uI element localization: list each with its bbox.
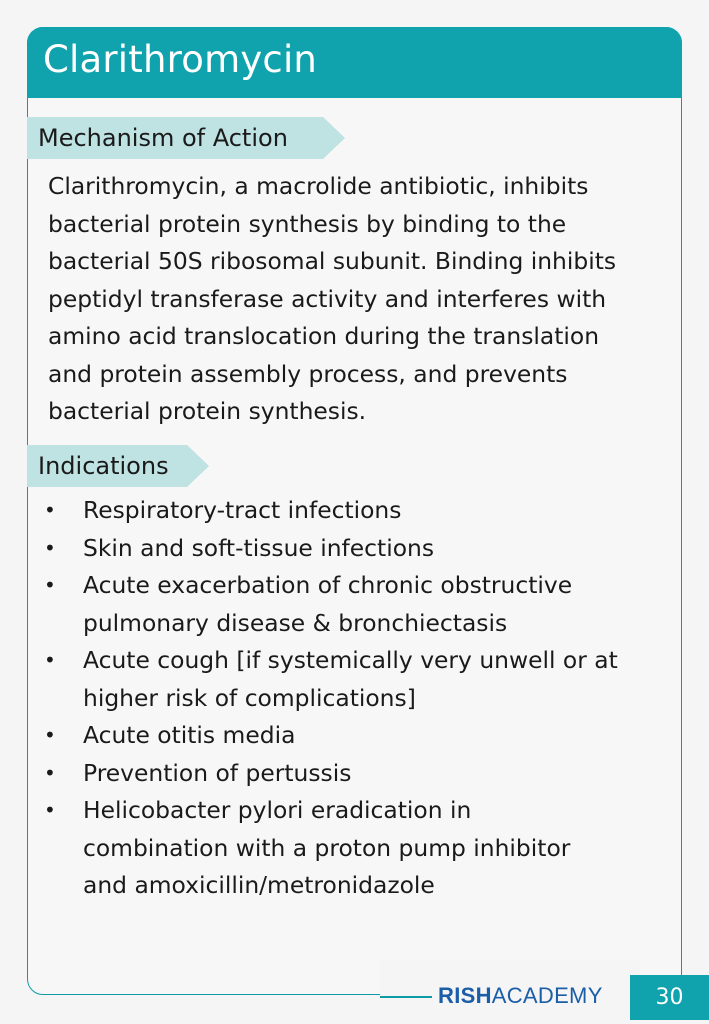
indications-heading: Indications bbox=[38, 452, 169, 480]
mechanism-line: bacterial protein synthesis. bbox=[48, 397, 367, 425]
list-item-text: Respiratory-tract infections bbox=[83, 496, 402, 524]
brand-light: ACADEMY bbox=[491, 983, 603, 1008]
list-item-text: Skin and soft-tissue infections bbox=[83, 533, 435, 562]
bullet-icon: • bbox=[44, 648, 56, 672]
bullet-icon: • bbox=[44, 498, 56, 522]
list-item bbox=[40, 642, 670, 717]
bullet-icon: • bbox=[44, 535, 56, 560]
bullet-icon: • bbox=[44, 760, 56, 785]
bullet-icon: • bbox=[44, 573, 56, 597]
page-number-box bbox=[630, 975, 709, 1020]
mechanism-line: amino acid translocation during the translation bbox=[48, 322, 600, 350]
list-item bbox=[40, 567, 670, 642]
list-item bbox=[40, 717, 670, 755]
mechanism-line: Clarithromycin, a macrolide antibiotic, inhibits bbox=[48, 172, 589, 200]
brand-bold: RISH bbox=[438, 983, 492, 1008]
page-title: Clarithromycin bbox=[43, 38, 318, 81]
mechanism-heading-tag bbox=[27, 117, 323, 159]
list-item-text: and amoxicillin/metronidazole bbox=[83, 871, 435, 899]
mechanism-line: bacterial protein synthesis by binding to the bbox=[48, 209, 567, 238]
indications-heading-tag bbox=[27, 445, 187, 487]
list-item-text: Acute otitis media bbox=[83, 721, 296, 749]
page-number: 30 bbox=[655, 985, 684, 1010]
list-item-text: higher risk of complications] bbox=[83, 683, 416, 712]
mechanism-line: bacterial 50S ribosomal subunit. Binding inhibits bbox=[48, 247, 617, 275]
mechanism-text bbox=[48, 168, 673, 431]
tag-arrow-shape bbox=[323, 117, 345, 159]
list-item bbox=[40, 755, 670, 793]
list-item-text: Acute exacerbation of chronic obstructive bbox=[83, 571, 573, 599]
list-item bbox=[40, 530, 670, 568]
mechanism-line: and protein assembly process, and prevents bbox=[48, 359, 568, 388]
title-bar bbox=[27, 27, 682, 98]
list-item bbox=[40, 792, 670, 905]
tag-arrow-shape bbox=[187, 445, 209, 487]
list-item-text: Helicobacter pylori eradication in bbox=[83, 796, 472, 824]
list-item-text: combination with a proton pump inhibitor bbox=[83, 833, 571, 862]
mechanism-heading: Mechanism of Action bbox=[38, 124, 288, 152]
bullet-icon: • bbox=[44, 798, 56, 822]
list-item-text: pulmonary disease & bronchiectasis bbox=[83, 608, 508, 637]
list-item-text: Prevention of pertussis bbox=[83, 758, 352, 787]
indications-list bbox=[40, 492, 670, 905]
brand-logo bbox=[438, 983, 603, 1009]
mechanism-line: peptidyl transferase activity and interferes with bbox=[48, 284, 607, 313]
list-item bbox=[40, 492, 670, 530]
list-item-text: Acute cough [if systemically very unwell or at bbox=[83, 646, 618, 674]
bullet-icon: • bbox=[44, 723, 56, 747]
footer-divider bbox=[380, 996, 432, 998]
